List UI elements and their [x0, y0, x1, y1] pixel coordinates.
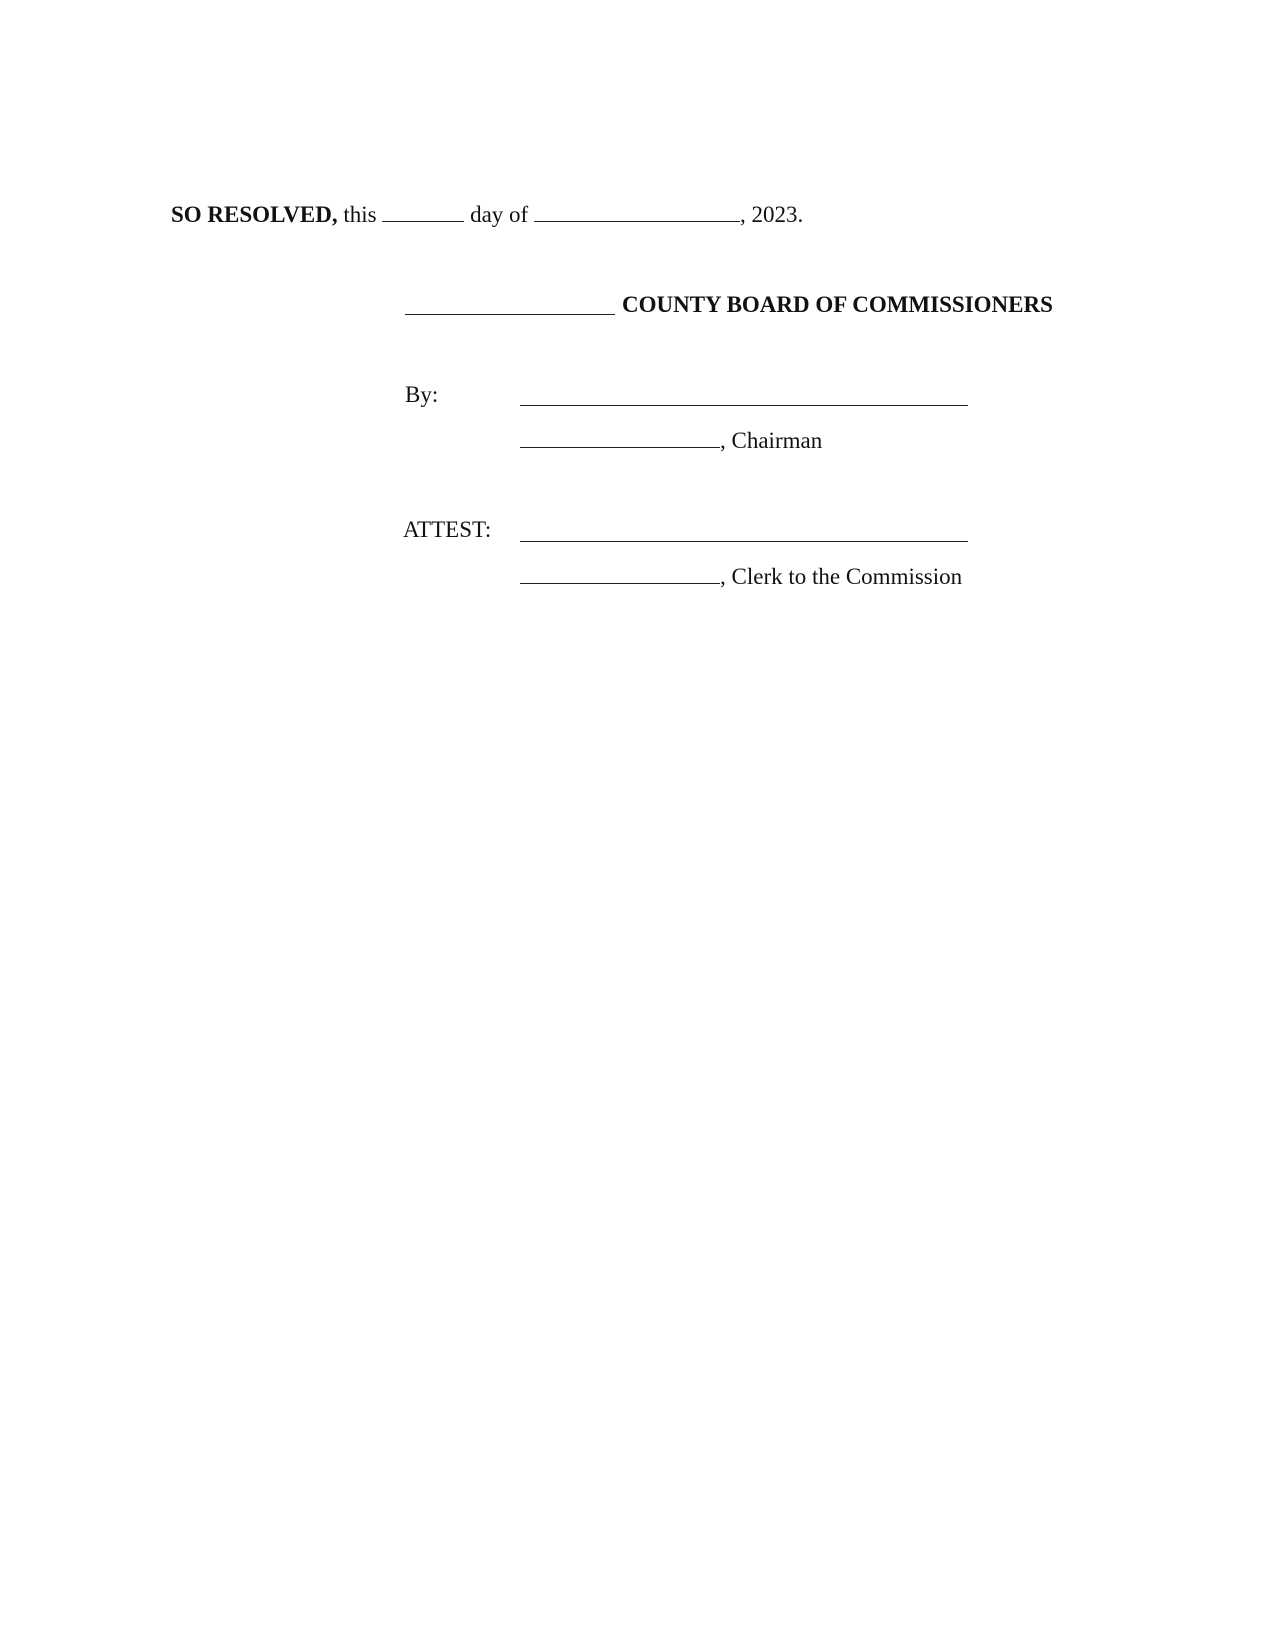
year-text: , 2023.	[739, 202, 804, 227]
clerk-signature-line[interactable]	[520, 541, 968, 542]
county-name-blank[interactable]	[405, 314, 615, 315]
chairman-signature-line[interactable]	[520, 405, 968, 406]
clerk-line	[520, 561, 962, 591]
day-of-text: day of	[464, 202, 534, 227]
chairman-name-blank[interactable]	[520, 425, 720, 448]
attest-label: ATTEST:	[403, 517, 492, 542]
chairman-title: , Chairman	[720, 428, 823, 453]
chairman-line	[520, 425, 822, 455]
by-label: By:	[405, 382, 439, 407]
this-text: this	[337, 202, 383, 227]
so-resolved-label: SO RESOLVED,	[171, 202, 338, 227]
resolution-line	[171, 199, 803, 229]
board-title: COUNTY BOARD OF COMMISSIONERS	[622, 292, 1053, 317]
day-blank[interactable]	[382, 199, 464, 222]
month-blank[interactable]	[534, 199, 740, 222]
clerk-name-blank[interactable]	[520, 561, 720, 584]
clerk-title: , Clerk to the Commission	[720, 564, 963, 589]
